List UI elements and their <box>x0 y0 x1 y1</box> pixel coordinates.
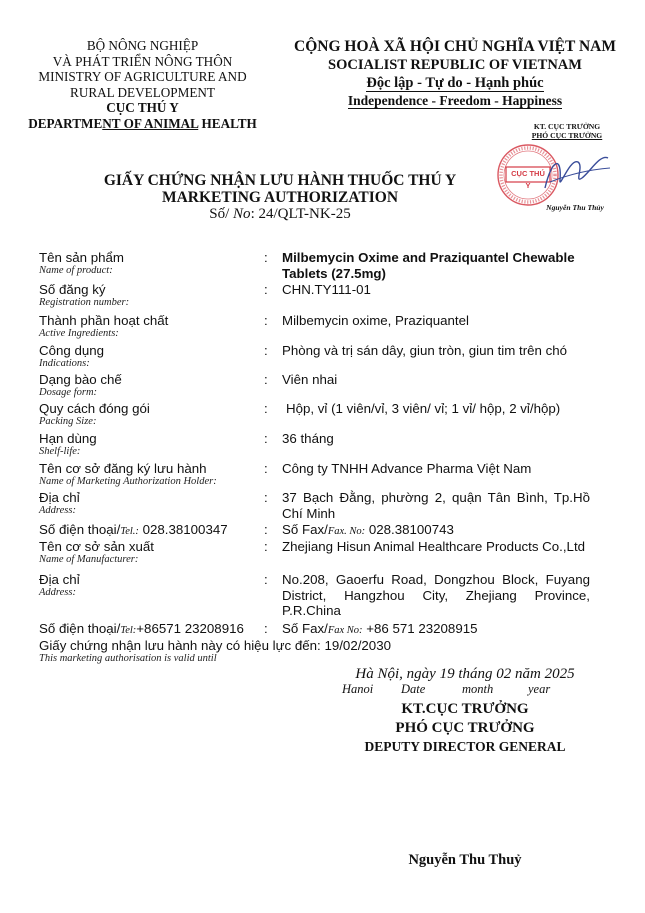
holder-phone-sublabel: Tel.: <box>120 526 139 537</box>
holder-fax-label: Số Fax/ <box>282 522 328 537</box>
title-vi: GIẤY CHỨNG NHẬN LƯU HÀNH THUỐC THÚ Y <box>103 172 457 189</box>
ingredients-sublabel: Active Ingredients: <box>39 328 119 339</box>
registration-value: CHN.TY111-01 <box>282 282 371 297</box>
holder-address-value: 37 Bạch Đằng, phường 2, quận Tân Bình, Tp.Hồ Chí Minh <box>282 490 590 521</box>
number-value: : 24/QLT-NK-25 <box>250 206 351 222</box>
validity-label: Giấy chứng nhận lưu hành này có hiệu lực đến: <box>39 638 325 653</box>
shelf-life-sublabel: Shelf-life: <box>39 446 81 457</box>
ingredients-label: Thành phần hoạt chất <box>39 313 169 328</box>
department-name-en <box>15 116 270 132</box>
holder-address-sublabel: Address: <box>39 505 76 516</box>
holder-phone-value: 028.38100347 <box>138 522 228 537</box>
number-label-en: No <box>229 206 251 222</box>
holder-fax <box>282 522 590 540</box>
manufacturer-phone <box>39 621 244 638</box>
republic-name-en: SOCIALIST REPUBLIC OF VIETNAM <box>328 57 582 73</box>
motto-en <box>275 92 635 110</box>
document-title <box>60 172 500 223</box>
holder-address-label: Địa chỉ <box>39 490 80 505</box>
manufacturer-address-value: No.208, Gaoerfu Road, Dongzhou Block, Fuyang District, Hangzhou City, Zhejiang Province, P.R.China <box>282 572 590 618</box>
stamp-signer-name: Nguyễn Thu Thủy <box>546 203 604 212</box>
manufacturer-address-label: Địa chỉ <box>39 572 80 587</box>
validity-date: 19/02/2030 <box>324 638 391 653</box>
manufacturer-fax <box>282 621 590 639</box>
signature-block <box>330 666 600 756</box>
ingredients-value: Milbemycin oxime, Praziquantel <box>282 313 469 328</box>
product-label: Tên sản phẩm <box>39 250 125 265</box>
motto-en-text: Independence - Freedom - Happiness <box>347 93 563 108</box>
shelf-life-value: 36 tháng <box>282 431 334 446</box>
motto-vi <box>275 74 635 92</box>
indications-value: Phòng và trị sán dây, giun tròn, giun tim trên chó <box>282 343 568 358</box>
colon: : <box>264 313 268 328</box>
dept-en-part1: DEPARTME <box>28 115 103 131</box>
manufacturer-value: Zhejiang Hisun Animal Healthcare Products Co.,Ltd <box>282 539 586 554</box>
colon: : <box>264 372 268 387</box>
ministry-header <box>15 38 270 132</box>
validity-line <box>39 638 391 653</box>
manufacturer-fax-label: Số Fax/ <box>282 621 328 636</box>
dept-en-part2: NT OF ANIMAL <box>102 115 199 131</box>
holder-sublabel: Name of Marketing Authorization Holder: <box>39 476 217 487</box>
signing-date-en <box>330 683 600 697</box>
manufacturer-fax-value: +86 571 23208915 <box>362 621 478 636</box>
holder-value: Công ty TNHH Advance Pharma Việt Nam <box>282 461 532 476</box>
colon: : <box>264 282 268 297</box>
signing-date-vi: Hà Nội, ngày 19 tháng 02 năm 2025 <box>355 666 575 682</box>
dept-en-part3: HEALTH <box>198 115 257 131</box>
dosage-value: Viên nhai <box>282 372 338 387</box>
colon: : <box>264 490 268 505</box>
title-en: MARKETING AUTHORIZATION <box>161 189 399 206</box>
colon: : <box>264 572 268 587</box>
dosage-sublabel: Dosage form: <box>39 387 98 398</box>
signer-title-1: KT.CỤC TRƯỞNG <box>401 701 529 717</box>
signer-title-en: DEPUTY DIRECTOR GENERAL <box>364 739 566 754</box>
packing-label: Quy cách đóng gói <box>39 401 150 416</box>
document-number <box>60 206 500 223</box>
product-value: Milbemycin Oxime and Praziquantel Chewable Tablets (27.5mg) <box>282 250 575 281</box>
ministry-name-vi-2: VÀ PHÁT TRIỂN NÔNG THÔN <box>52 53 233 69</box>
registration-sublabel: Registration number: <box>39 297 130 308</box>
ministry-name-vi-1: BỘ NÔNG NGHIỆP <box>86 38 199 53</box>
signer-name: Nguyễn Thu Thuỷ <box>408 852 522 868</box>
motto-vi-text: Độc lập - Tự do - Hạnh phúc <box>366 75 544 91</box>
date-en-year: year <box>528 682 551 696</box>
stamp-title-line1: KT. CỤC TRƯỞNG <box>533 122 601 131</box>
packing-value: Hộp, vỉ (1 viên/vỉ, 3 viên/ vỉ; 1 vỉ/ hộp, 2 vỉ/hộp) <box>286 401 561 416</box>
holder-fax-value: 028.38100743 <box>365 522 454 537</box>
official-stamp <box>490 118 620 223</box>
holder-phone <box>39 522 228 539</box>
date-en-date: Date <box>401 682 426 696</box>
colon: : <box>264 431 268 446</box>
colon: : <box>264 461 268 476</box>
manufacturer-sublabel: Name of Manufacturer: <box>39 554 139 565</box>
product-sublabel: Name of product: <box>39 265 113 276</box>
ministry-name-en-2: RURAL DEVELOPMENT <box>70 84 215 100</box>
seal-center-text: CỤC THÚ Y <box>511 169 545 190</box>
manufacturer-fax-sublabel: Fax No: <box>327 625 363 636</box>
shelf-life-label: Hạn dùng <box>39 431 97 446</box>
colon: : <box>264 343 268 358</box>
number-label: Số/ <box>209 206 230 222</box>
date-en-hanoi: Hanoi <box>342 682 374 696</box>
date-en-month: month <box>462 682 494 696</box>
manufacturer-phone-label: Số điện thoại/ <box>39 621 121 636</box>
indications-sublabel: Indications: <box>39 358 90 369</box>
signer-title-2: PHÓ CỤC TRƯỞNG <box>395 720 535 736</box>
manufacturer-label: Tên cơ sở sản xuất <box>39 539 154 554</box>
republic-name-vi: CỘNG HOÀ XÃ HỘI CHỦ NGHĨA VIỆT NAM <box>294 38 616 55</box>
manufacturer-phone-value: +86571 23208916 <box>136 621 244 636</box>
department-name-vi: CỤC THÚ Y <box>106 100 179 116</box>
packing-sublabel: Packing Size: <box>39 416 97 427</box>
colon: : <box>264 522 268 537</box>
colon: : <box>264 539 268 554</box>
republic-header <box>275 38 635 110</box>
holder-phone-label: Số điện thoại/ <box>39 522 121 537</box>
ministry-name-en-1: MINISTRY OF AGRICULTURE AND <box>38 69 247 85</box>
holder-label: Tên cơ sở đăng ký lưu hành <box>39 461 207 476</box>
validity-sublabel: This marketing authorisation is valid until <box>39 653 217 664</box>
manufacturer-address-sublabel: Address: <box>39 587 76 598</box>
manufacturer-phone-sublabel: Tel: <box>120 625 137 636</box>
indications-label: Công dụng <box>39 343 105 358</box>
colon: : <box>264 621 268 636</box>
holder-fax-sublabel: Fax. No: <box>327 526 366 537</box>
dosage-label: Dạng bào chế <box>39 372 122 387</box>
stamp-title-line2: PHÓ CỤC TRƯỞNG <box>531 131 603 140</box>
colon: : <box>264 401 268 416</box>
colon: : <box>264 250 268 265</box>
registration-label: Số đăng ký <box>39 282 106 297</box>
